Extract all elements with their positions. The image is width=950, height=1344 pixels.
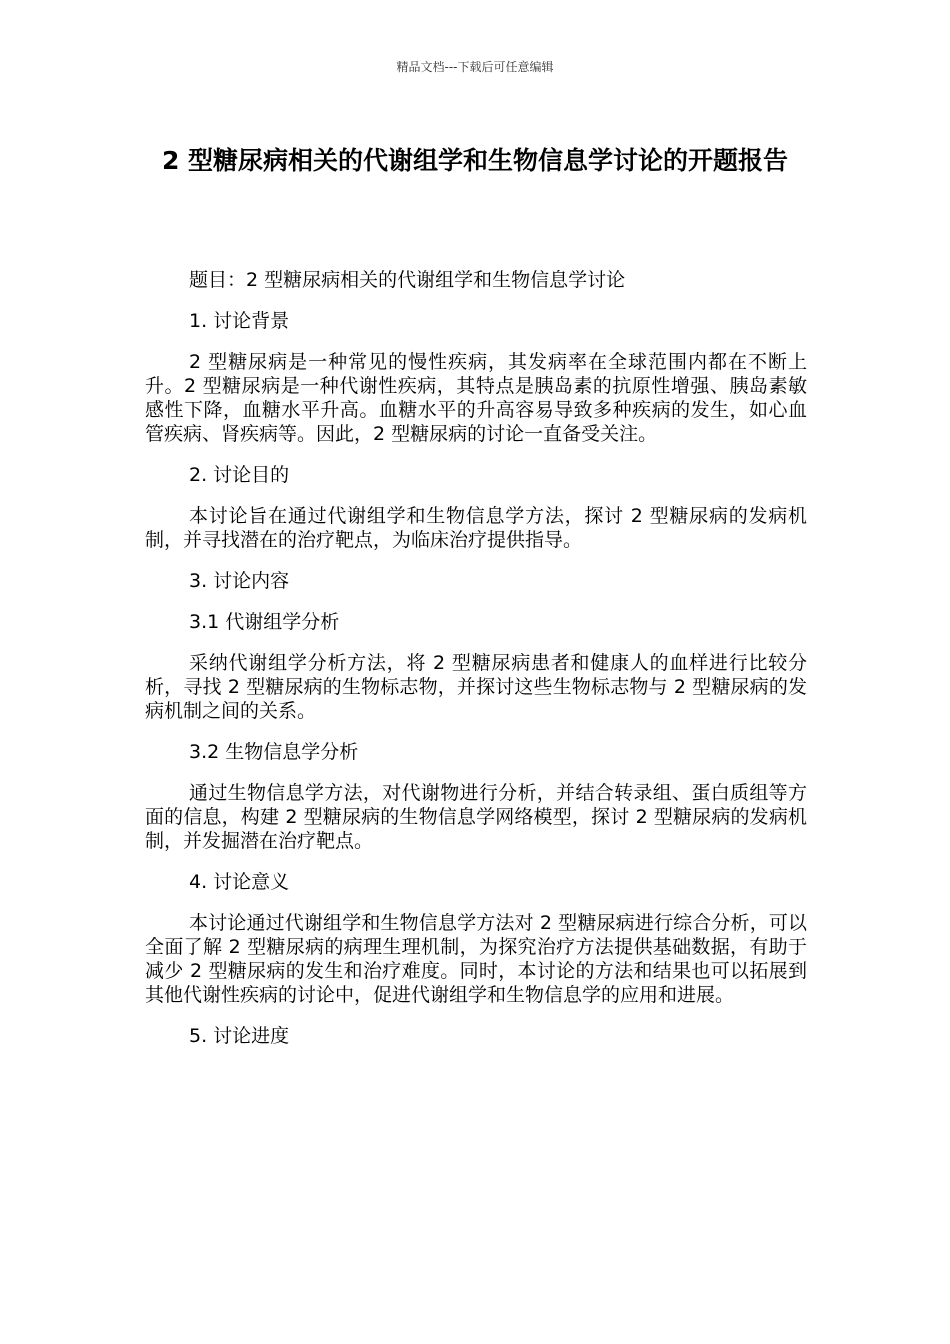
subsection-heading-metabolomics: 3.1 代谢组学分析 — [189, 611, 340, 633]
paragraph-bioinformatics: 通过生物信息学方法，对代谢物进行分析，并结合转录组、蛋白质组等方面的信息，构建 2 型糖尿病的生物信息学网络模型，探讨 2 型糖尿病的发病机制，并发掘潜在治疗靶点。 — [145, 782, 807, 852]
document-title: 2 型糖尿病相关的代谢组学和生物信息学讨论的开题报告 — [161, 146, 789, 175]
section-heading-background: 1. 讨论背景 — [189, 310, 290, 332]
document-body — [145, 268, 807, 1048]
paragraph-metabolomics: 采纳代谢组学分析方法，将 2 型糖尿病患者和健康人的血样进行比较分析，寻找 2 型糖尿病的生物标志物，并探讨这些生物标志物与 2 型糖尿病的发病机制之间的关系。 — [145, 652, 807, 722]
topic-line: 题目：2 型糖尿病相关的代谢组学和生物信息学讨论 — [189, 269, 626, 291]
paragraph-significance: 本讨论通过代谢组学和生物信息学方法对 2 型糖尿病进行综合分析，可以全面了解 2 型糖尿病的病理生理机制，为探究治疗方法提供基础数据，有助于减少 2 型糖尿病的发生和治疗难度。同时，本讨论的方法和结果也可以拓展到其他代谢性疾病的讨论中，促进代谢组学和生物信息学的应用和进展。 — [145, 912, 807, 1006]
paragraph-background: 2 型糖尿病是一种常见的慢性疾病，其发病率在全球范围内都在不断上升。2 型糖尿病是一种代谢性疾病，其特点是胰岛素的抗原性增强、胰岛素敏感性下降，血糖水平升高。血糖水平的升高容易导致多种疾病的发生，如心血管疾病、肾疾病等。因此，2 型糖尿病的讨论一直备受关注。 — [145, 351, 807, 445]
subsection-heading-bioinformatics: 3.2 生物信息学分析 — [189, 741, 359, 763]
section-heading-significance: 4. 讨论意义 — [189, 871, 290, 893]
section-heading-progress: 5. 讨论进度 — [189, 1025, 290, 1047]
section-heading-purpose: 2. 讨论目的 — [189, 464, 290, 486]
paragraph-purpose: 本讨论旨在通过代谢组学和生物信息学方法，探讨 2 型糖尿病的发病机制，并寻找潜在的治疗靶点，为临床治疗提供指导。 — [145, 505, 807, 551]
header-note: 精品文档---下载后可任意编辑 — [396, 60, 554, 74]
section-heading-content: 3. 讨论内容 — [189, 570, 290, 592]
